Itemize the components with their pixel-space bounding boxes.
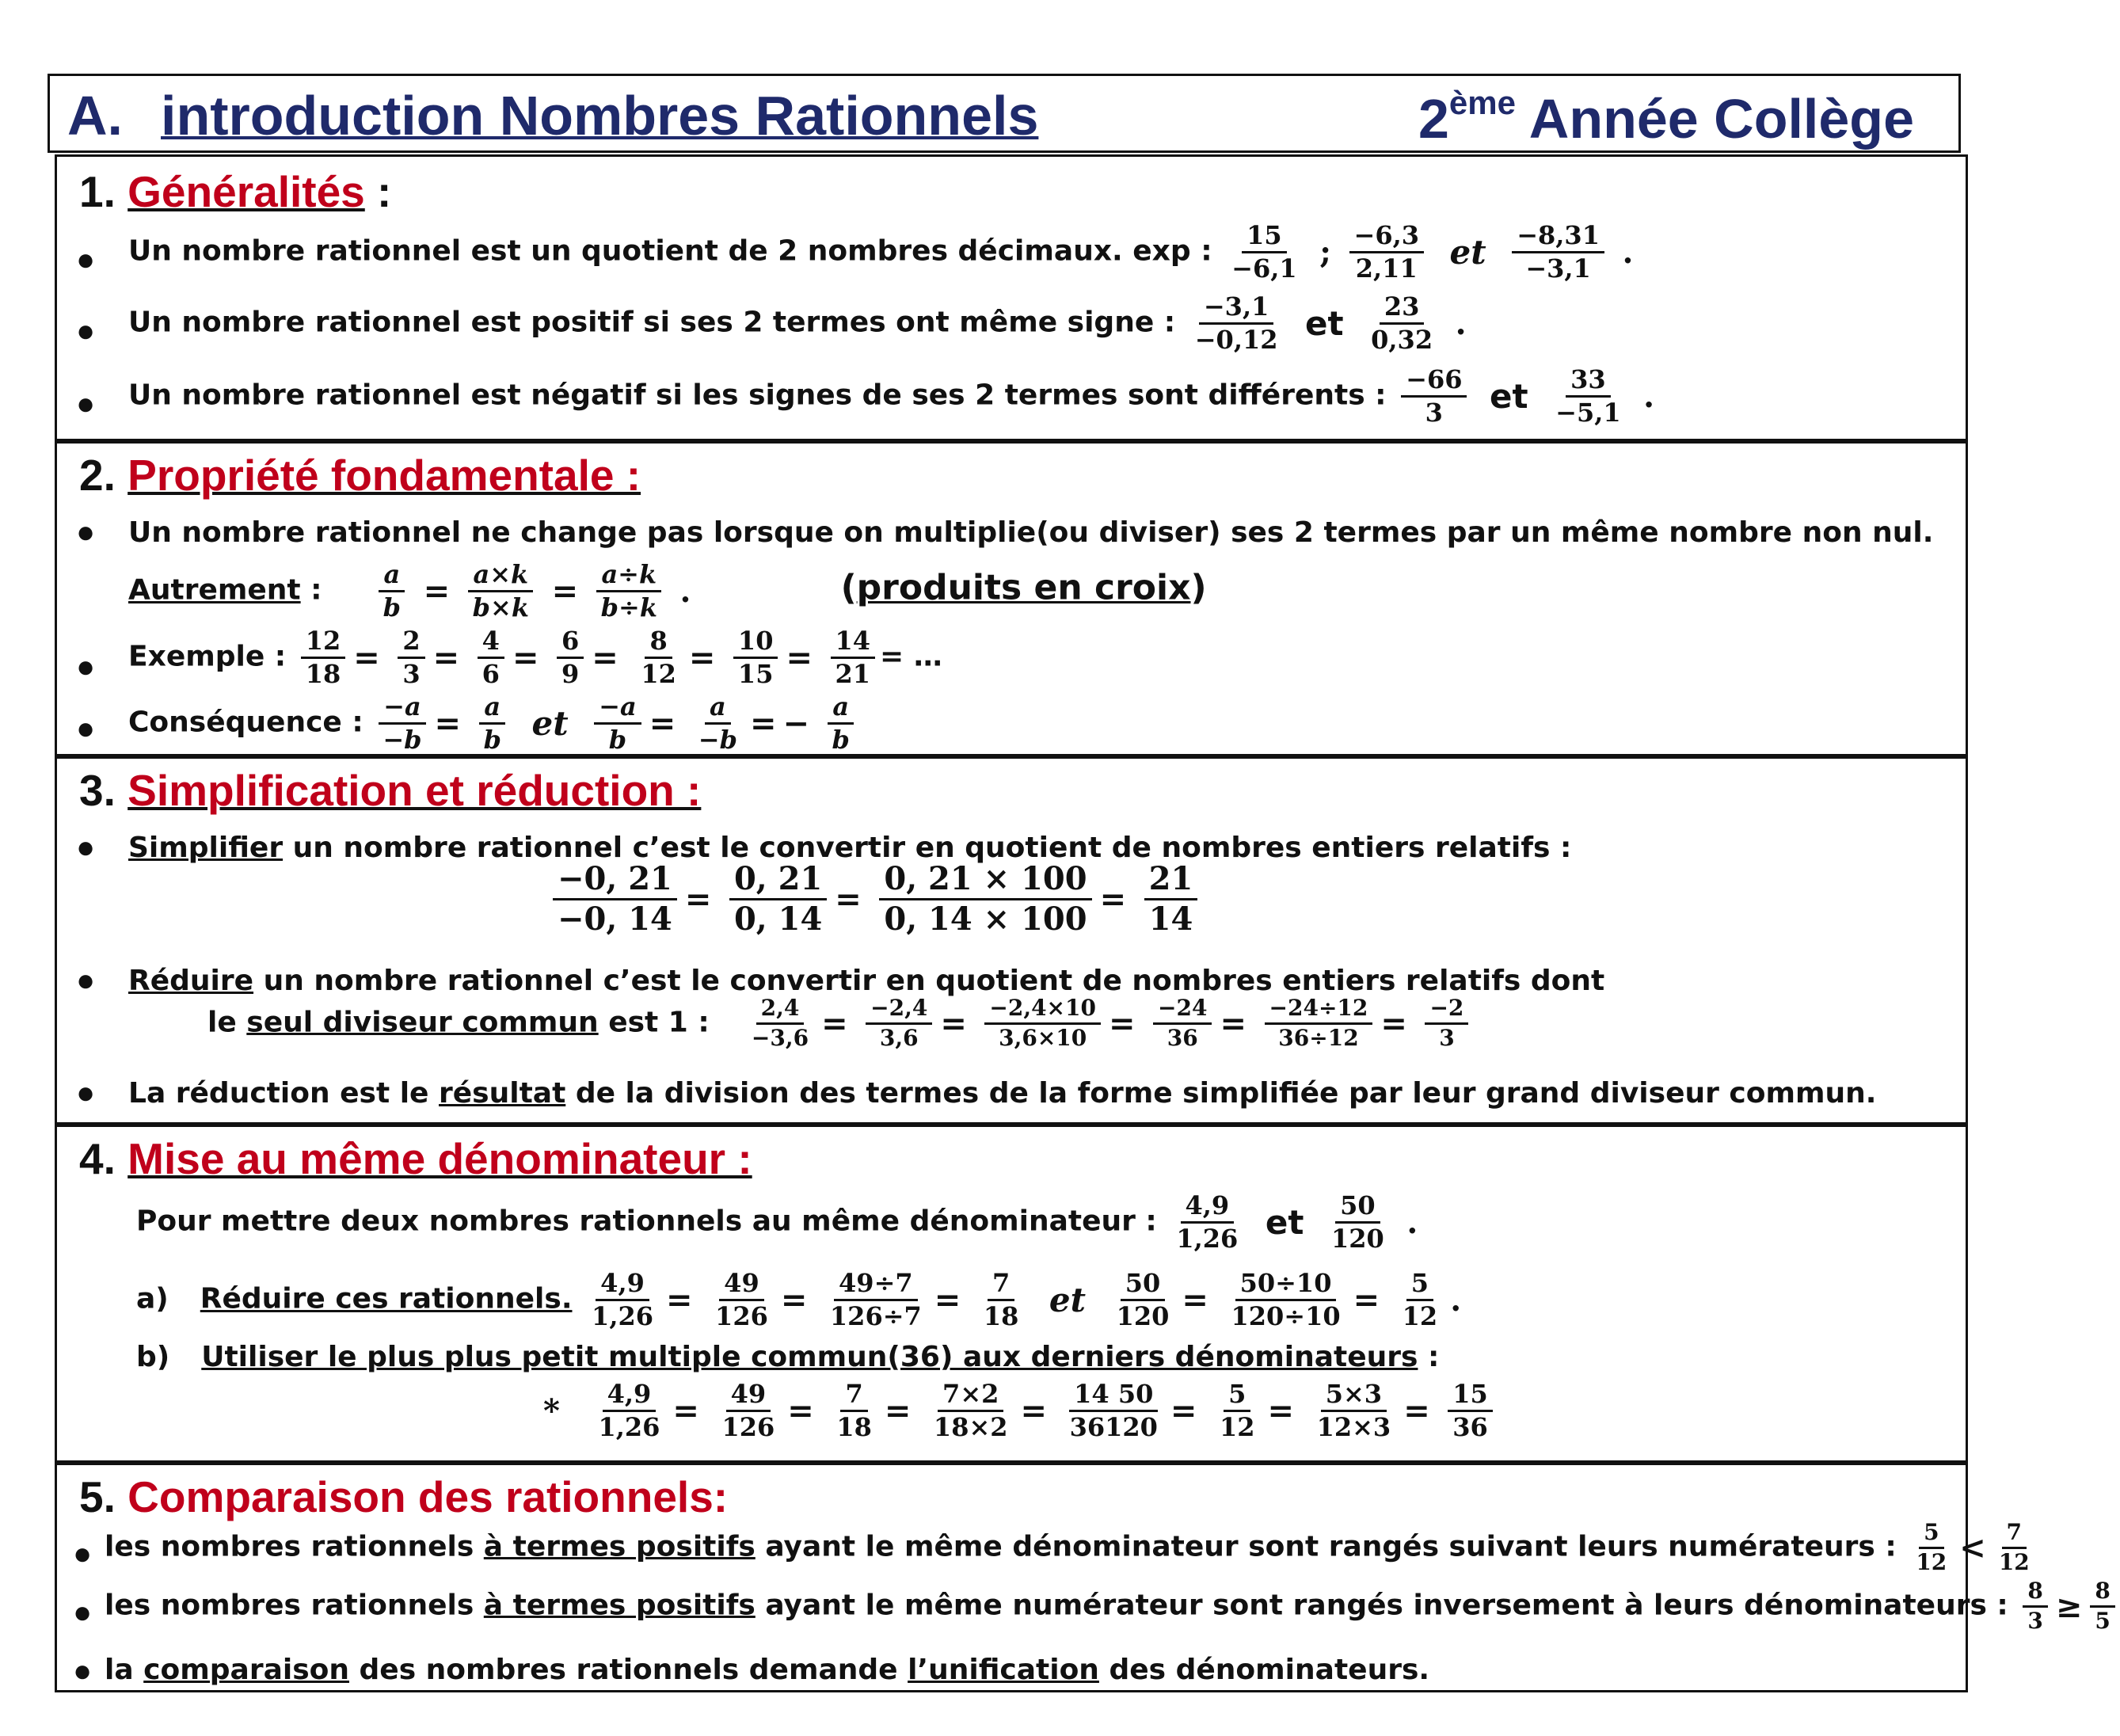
bullet-icon: ● — [76, 314, 96, 348]
s4-intro: Pour mettre deux nombres rationnels au même dénominateur : — [136, 1205, 1157, 1238]
fraction: $\frac{7}{18}$ — [983, 1268, 1019, 1332]
step-b-label: b) — [136, 1341, 170, 1373]
s5-text-3b: des nombres rationnels demande — [349, 1654, 908, 1686]
step-a-label: a) — [136, 1282, 169, 1315]
section-title: Comparaison des rationnels — [128, 1472, 714, 1521]
fraction: $\frac{49}{126}$ — [715, 1268, 768, 1332]
section-3-heading — [79, 765, 701, 816]
termes-positifs: à termes positifs — [483, 1589, 756, 1622]
fraction: $\frac{50\div 10}{120\div 10}$ — [1231, 1268, 1341, 1332]
fraction: $\frac{5}{12}$ — [1402, 1268, 1438, 1332]
star: * — [543, 1392, 560, 1430]
bullet-icon: ● — [76, 242, 96, 277]
autrement-label: Autrement — [128, 573, 301, 607]
fraction: $\frac{10}{15}$ — [733, 627, 778, 688]
fraction: $\frac{49}{126}$ — [721, 1379, 775, 1443]
period: . — [1622, 234, 1634, 272]
section-1-box — [55, 154, 1968, 441]
period: . — [1455, 305, 1467, 343]
section-title: Généralités — [128, 167, 365, 216]
comparaison-word: comparaison — [143, 1654, 349, 1686]
step-b-text: Utiliser le plus plus petit multiple commun(36) aux derniers dénominateurs — [201, 1341, 1418, 1373]
fraction: $\frac{4}{6}$ — [478, 627, 504, 688]
s1-text-3: Un nombre rationnel est négatif si les signes de ses 2 termes sont différents : — [128, 379, 1387, 412]
fraction: $\frac{2}{3}$ — [398, 627, 424, 688]
s1-text-1: Un nombre rationnel est un quotient de 2 nombres décimaux. exp : — [128, 234, 1212, 268]
section-4-box — [55, 1125, 1968, 1463]
s3-line-3: le seul diviseur commun est 1 : $\frac{2,4}{-3,6}$ = $\frac{-2,4}{3,6}$ = $\frac{-2,4\times 10}{3,6\times 10}$ = $\frac{-24}{36}$ = $\frac{-24\div 12}{36\div 12}$ = $\frac{-2}{3}$ — [207, 996, 1473, 1051]
fraction: $\frac{-a}{-b}$ — [378, 693, 426, 754]
bullet-icon: ● — [76, 515, 96, 550]
section-5-box — [55, 1463, 2110, 1692]
s5-text-2b: ayant le même numérateur sont rangés inversement à leurs dénominateurs : — [755, 1589, 2008, 1622]
fraction: $\frac{33}{-5,1}$ — [1555, 364, 1621, 428]
et-word: et — [1049, 1281, 1087, 1320]
section-number: 2. — [79, 451, 116, 500]
fraction: $\frac{7}{12}$ — [1998, 1519, 2030, 1575]
s5-text-2a: les nombres rationnels — [105, 1589, 484, 1622]
fraction: $\frac{8}{3}$ — [2023, 1579, 2047, 1634]
colon: : — [1418, 1341, 1440, 1373]
equals: = — [423, 573, 451, 611]
fraction: $\frac{49\div 7}{126\div 7}$ — [829, 1268, 922, 1332]
paren: ( — [840, 567, 857, 608]
fraction: $\frac{a}{b}$ — [828, 693, 854, 754]
s2-line-autrement — [128, 561, 1207, 622]
s5-text-1a: les nombres rationnels — [105, 1530, 484, 1563]
fraction: $\frac{15}{36}$ — [1448, 1380, 1493, 1441]
section-1-heading — [79, 166, 391, 217]
less-than: < — [1959, 1529, 1986, 1567]
fraction: $\frac{50}{120}$ — [1116, 1268, 1170, 1332]
fraction: $\frac{8}{5}$ — [2090, 1579, 2114, 1634]
et-word: et — [531, 704, 569, 744]
s4-intro-line — [136, 1192, 1421, 1253]
s5-text-3a: la — [105, 1654, 144, 1686]
fraction: $\frac{a}{b}$ — [379, 561, 405, 622]
semicolon: ; — [1319, 234, 1331, 272]
fraction: $\frac{4,9}{1,26}$ — [598, 1379, 660, 1443]
fraction: $\frac{-8,31}{-3,1}$ — [1512, 222, 1604, 283]
section-title: Propriété fondamentale : — [128, 451, 641, 500]
colon: : — [713, 1472, 729, 1521]
et-word: et — [1490, 377, 1528, 417]
period: . — [1643, 378, 1655, 416]
fraction: $\frac{12}{18}$ — [301, 627, 346, 688]
period: . — [1406, 1204, 1418, 1242]
bullet-icon: ● — [76, 830, 96, 865]
unification-word: l’unification — [908, 1654, 1099, 1686]
fraction: $\frac{14}{21}$ — [831, 627, 876, 688]
s5-line-1 — [105, 1521, 2039, 1575]
fraction: $\frac{-2,4}{3,6}$ — [866, 996, 932, 1051]
s3-text-3b: est 1 : — [598, 1006, 710, 1039]
page-title — [67, 84, 1038, 147]
fraction: $\frac{a\div k}{b\div k}$ — [596, 561, 662, 622]
fraction: $\frac{a}{b}$ — [479, 693, 506, 754]
fraction: $\frac{6}{9}$ — [557, 627, 584, 688]
bullet-icon: ● — [73, 1595, 93, 1630]
s2-line-exemple: Exemple : $\frac{12}{18}$ = $\frac{2}{3}$ = $\frac{4}{6}$ = $\frac{6}{9}$ = $\frac{8}{12}$ = $\frac{10}{15}$ = $\frac{14}{21}$ = … — [128, 626, 942, 690]
s1-line-3 — [128, 366, 1658, 427]
section-5-heading — [79, 1471, 728, 1522]
step-a-text: Réduire ces rationnels. — [200, 1282, 573, 1315]
consequence-label: Conséquence : — [128, 706, 363, 739]
ellipsis: = … — [880, 640, 942, 673]
fraction: $\frac{-0, 21}{-0, 14}$ — [553, 862, 677, 937]
fraction: $\frac{0, 21 \times 100}{0, 14 \times 100}$ — [879, 862, 1091, 937]
bullet-icon: ● — [76, 1075, 96, 1110]
s5-line-3 — [105, 1654, 1429, 1686]
greater-equal: ≥ — [2055, 1587, 2083, 1625]
s5-text-1b: ayant le même dénominateur sont rangés suivant leurs numérateurs : — [755, 1530, 1897, 1563]
s1-line-1 — [128, 222, 1636, 283]
s3-text-3a: le — [207, 1006, 247, 1039]
section-number: 4. — [79, 1134, 116, 1183]
fraction: $\frac{-2,4\times 10}{3,6\times 10}$ — [984, 996, 1101, 1051]
bullet-icon: ● — [76, 963, 96, 998]
termes-positifs: à termes positifs — [483, 1530, 756, 1563]
section-title: Simplification et réduction : — [128, 766, 702, 815]
s4-lcm-equation: * $\frac{4,9}{1,26}$ = $\frac{49}{126}$ = $\frac{7}{18}$ = $\frac{7\times 2}{18\times 2}$ = $\frac{14 50}{36120}$ = $\frac{5}{12}$ = $\frac{5\times 3}{12\times 3}$ = $\frac{15}{36}$ — [540, 1380, 1498, 1441]
s5-line-2 — [105, 1579, 2120, 1634]
section-colon: : — [364, 167, 392, 216]
s1-text-2: Un nombre rationnel est positif si ses 2 termes ont même signe : — [128, 306, 1176, 339]
fraction: $\frac{-a}{b}$ — [594, 693, 641, 754]
grade-text: Année Collège — [1515, 88, 1914, 150]
s3-line-4 — [128, 1077, 1876, 1110]
fraction: $\frac{a\times k}{b\times k}$ — [468, 561, 534, 622]
fraction: $\frac{21}{14}$ — [1144, 862, 1198, 937]
section-letter: A. — [67, 85, 123, 147]
s4-step-a: a) Réduire ces rationnels. $\frac{4,9}{1,26}$ = $\frac{49}{126}$ = $\frac{49\div 7}{126\div 7}$ = $\frac{7}{18}$ et $\frac{50}{120}$ = $\frac{50\div 10}{120\div 10}$ = $\frac{5}{12}$ . — [136, 1268, 1462, 1332]
fraction: $\frac{7}{18}$ — [836, 1379, 872, 1443]
resultat-word: résultat — [439, 1077, 566, 1110]
fraction: $\frac{4,9}{1,26}$ — [592, 1268, 653, 1332]
bullet-icon: ● — [73, 1536, 93, 1571]
grade-number: 2 — [1418, 88, 1449, 150]
period: . — [679, 573, 691, 611]
s3-line-2 — [128, 965, 1604, 997]
colon: : — [300, 573, 322, 607]
fraction: $\frac{-6,3}{2,11}$ — [1349, 222, 1424, 283]
fraction: $\frac{14 50}{36120}$ — [1069, 1379, 1158, 1443]
et-word: et — [1305, 304, 1344, 344]
fraction: $\frac{5\times 3}{12\times 3}$ — [1316, 1379, 1391, 1443]
produits-en-croix: produits en croix — [856, 567, 1191, 608]
s3-text-4b: de la division des termes de la forme simplifiée par leur grand diviseur commun. — [565, 1077, 1877, 1110]
s4-step-b — [136, 1341, 1439, 1373]
grade-sup: ème — [1448, 84, 1516, 121]
et-word: et — [1449, 233, 1486, 272]
bullet-icon: ● — [76, 711, 96, 746]
reduire-word: Réduire — [128, 965, 254, 997]
simplifier-word: Simplifier — [128, 832, 284, 864]
fraction: $\frac{0, 21}{0, 14}$ — [729, 862, 827, 937]
page-title-box — [48, 74, 1961, 153]
grade-label — [1418, 84, 1914, 150]
fraction: $\frac{2,4}{-3,6}$ — [751, 995, 809, 1051]
fraction: $\frac{-3,1}{-0,12}$ — [1194, 291, 1278, 356]
section-number: 3. — [79, 766, 116, 815]
fraction: $\frac{23}{0,32}$ — [1371, 291, 1433, 356]
fraction: $\frac{-66}{3}$ — [1401, 366, 1467, 427]
s3-text-4a: La réduction est le — [128, 1077, 439, 1110]
fraction: $\frac{50}{120}$ — [1330, 1190, 1384, 1254]
exemple-label: Exemple : — [128, 640, 287, 673]
s3-text-1: un nombre rationnel c’est le convertir en quotient de nombres entiers relatifs : — [283, 832, 1572, 864]
fraction: $\frac{-24\div 12}{36\div 12}$ — [1265, 996, 1373, 1051]
section-2-heading — [79, 450, 641, 501]
paren: ) — [1190, 567, 1207, 608]
bullet-icon: ● — [73, 1654, 93, 1688]
title-text: introduction Nombres Rationnels — [161, 85, 1039, 147]
fraction: $\frac{-2}{3}$ — [1425, 996, 1468, 1051]
fraction: $\frac{7\times 2}{18\times 2}$ — [933, 1379, 1008, 1443]
section-2-box — [55, 441, 1968, 756]
fraction: $\frac{5}{12}$ — [1916, 1519, 1947, 1575]
fraction: $\frac{a}{-b}$ — [698, 691, 737, 756]
fraction: $\frac{-24}{36}$ — [1153, 996, 1212, 1051]
s2-line-consequence: Conséquence : $\frac{-a}{-b}$ = $\frac{a}{b}$ et $\frac{-a}{b}$ = $\frac{a}{-b}$ = − $\frac{a}{b}$ — [128, 693, 859, 754]
s3-simplify-equation: $\frac{-0, 21}{-0, 14}$ = $\frac{0, 21}{0, 14}$ = $\frac{0, 21 \times 100}{0, 14 \times 100}$ = $\frac{21}{14}$ — [548, 862, 1202, 937]
fraction: $\frac{4,9}{1,26}$ — [1176, 1190, 1239, 1254]
s3-line-1 — [128, 832, 1571, 864]
et-word: et — [1265, 1203, 1304, 1243]
s2-text-1: Un nombre rationnel ne change pas lorsque on multiplie(ou diviser) ses 2 termes par un même nombre non nul. — [128, 516, 1934, 549]
section-3-box — [55, 756, 1968, 1125]
bullet-icon: ● — [76, 386, 96, 421]
section-number: 1. — [79, 167, 116, 216]
equals: = — [551, 573, 579, 611]
section-number: 5. — [79, 1472, 116, 1521]
s3-text-2: un nombre rationnel c’est le convertir en quotient de nombres entiers relatifs dont — [253, 965, 1605, 997]
bullet-icon: ● — [76, 649, 96, 684]
diviseur-commun: seul diviseur commun — [246, 1006, 599, 1039]
s5-text-3c: des dénominateurs. — [1098, 1654, 1430, 1686]
s1-line-2 — [128, 293, 1470, 354]
fraction: $\frac{15}{-6,1}$ — [1231, 220, 1297, 284]
fraction: $\frac{5}{12}$ — [1219, 1379, 1255, 1443]
section-4-heading — [79, 1133, 752, 1184]
section-title: Mise au même dénominateur : — [128, 1134, 752, 1183]
fraction: $\frac{8}{12}$ — [641, 626, 676, 690]
